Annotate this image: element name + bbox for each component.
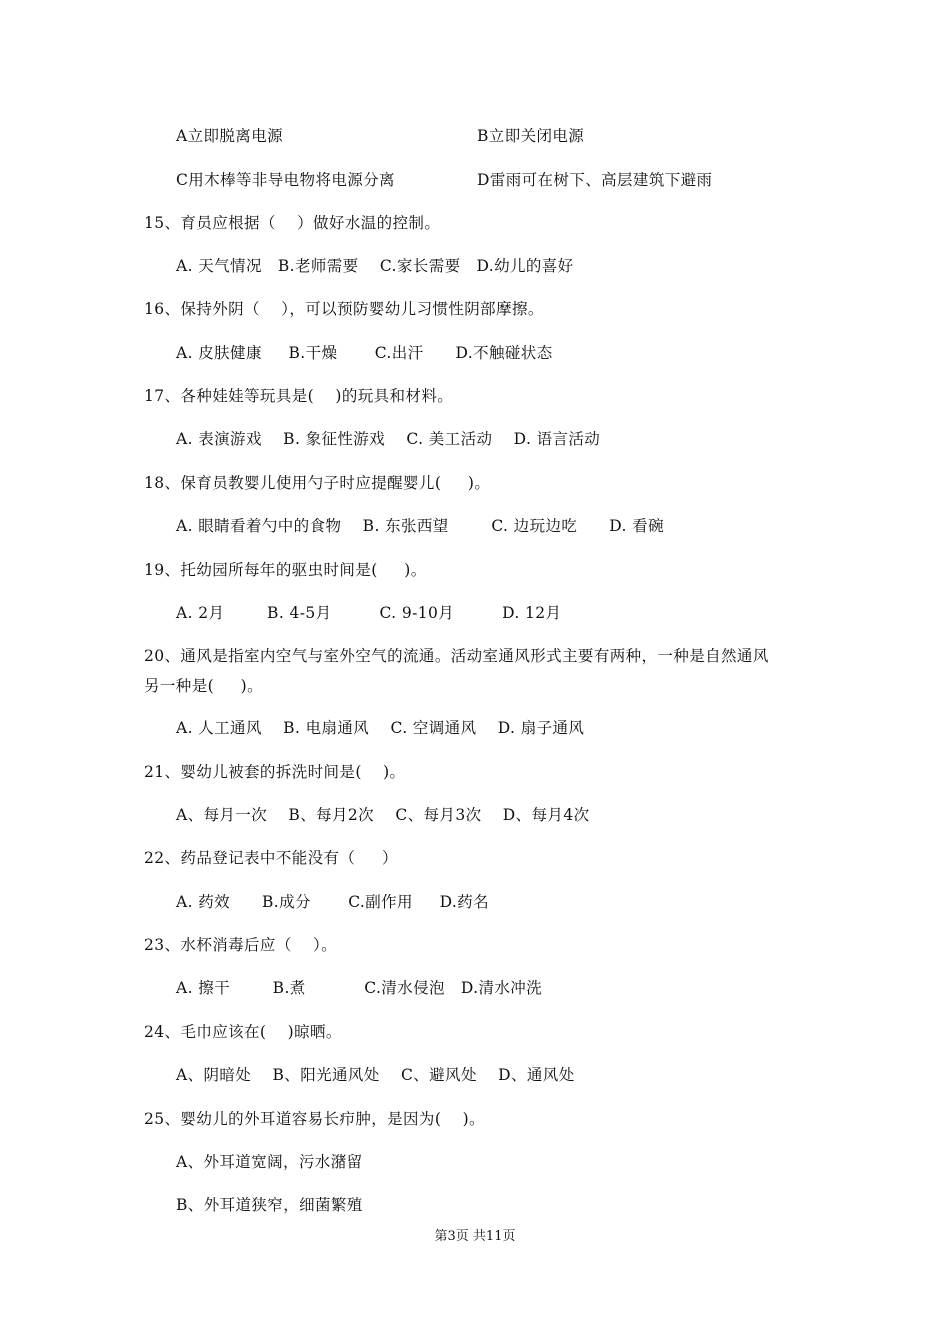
options-24: A、阴暗处 B、阳光通风处 C、避风处 D、通风处 <box>176 1066 575 1084</box>
option-a-q25: A、外耳道宽阔，污水潴留 <box>176 1153 363 1171</box>
question-20-line-1: 20、通风是指室内空气与室外空气的流通。活动室通风形式主要有两种，一种是自然通风 <box>144 647 769 665</box>
option-d-q14: D雷雨可在树下、高层建筑下避雨 <box>477 171 713 189</box>
option-b-q25: B、外耳道狭窄，细菌繁殖 <box>176 1196 363 1214</box>
question-23: 23、水杯消毒后应（ ）。 <box>144 936 338 954</box>
option-a-q14: A立即脱离电源 <box>176 127 283 145</box>
options-16: A. 皮肤健康 B.干燥 C.出汗 D.不触碰状态 <box>176 344 553 362</box>
options-22: A. 药效 B.成分 C.副作用 D.药名 <box>176 893 489 911</box>
question-20-line-2: 另一种是( )。 <box>144 677 264 695</box>
question-17: 17、各种娃娃等玩具是( )的玩具和材料。 <box>144 387 454 405</box>
options-21: A、每月一次 B、每月2次 C、每月3次 D、每月4次 <box>176 806 590 824</box>
question-21: 21、婴幼儿被套的拆洗时间是( )。 <box>144 763 406 781</box>
options-17: A. 表演游戏 B. 象征性游戏 C. 美工活动 D. 语言活动 <box>176 430 601 448</box>
question-25: 25、婴幼儿的外耳道容易长疖肿，是因为( )。 <box>144 1110 485 1128</box>
options-18: A. 眼睛看着勺中的食物 B. 东张西望 C. 边玩边吃 D. 看碗 <box>176 517 664 535</box>
page-number-footer: 第3页 共11页 <box>434 1229 516 1244</box>
question-18: 18、保育员教婴儿使用勺子时应提醒婴儿( )。 <box>144 474 491 492</box>
question-15: 15、育员应根据（ ）做好水温的控制。 <box>144 214 441 232</box>
question-24: 24、毛巾应该在( )晾晒。 <box>144 1023 342 1041</box>
options-23: A. 擦干 B.煮 C.清水侵泡 D.清水冲洗 <box>176 979 543 997</box>
option-b-q14: B立即关闭电源 <box>477 127 585 145</box>
question-16: 16、保持外阴（ ），可以预防婴幼儿习惯性阴部摩擦。 <box>144 300 544 318</box>
options-15: A. 天气情况 B.老师需要 C.家长需要 D.幼儿的喜好 <box>176 257 574 275</box>
options-20: A. 人工通风 B. 电扇通风 C. 空调通风 D. 扇子通风 <box>176 719 585 737</box>
question-22: 22、药品登记表中不能没有（ ） <box>144 849 398 867</box>
question-19: 19、托幼园所每年的驱虫时间是( )。 <box>144 561 427 579</box>
options-19: A. 2月 B. 4-5月 C. 9-10月 D. 12月 <box>176 604 562 622</box>
option-c-q14: C用木棒等非导电物将电源分离 <box>176 171 395 189</box>
